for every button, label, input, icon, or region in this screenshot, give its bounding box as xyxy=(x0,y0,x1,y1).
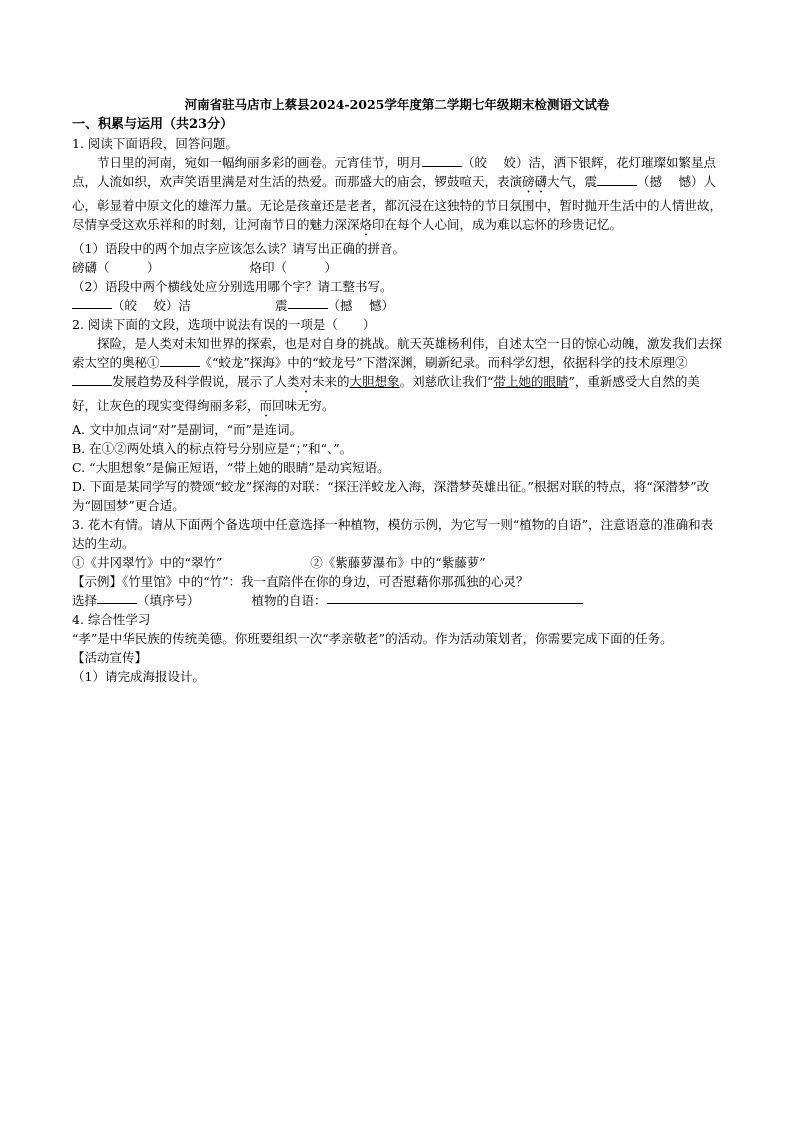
q3-select-blank xyxy=(97,591,137,604)
q4-intro: “孝”是中华民族的传统美德。你班要组织一次“孝亲敬老”的活动。作为活动策划者，你需要完成下面的任务。 xyxy=(72,631,673,646)
q2-passage xyxy=(72,334,722,420)
q2-dotted-word-er: 而 xyxy=(259,398,273,413)
q1-sub1: （1）语段中的两个加点字应该怎么读？请写出正确的拼音。 xyxy=(72,241,405,256)
q3-option-2: ②《紫藤萝瀑布》中的“紫藤萝” xyxy=(310,555,486,570)
q1-sub2-item-b-pre: 震 xyxy=(274,298,288,313)
q1-dotted-word-1: 磅礴 xyxy=(522,174,548,189)
q1-sub2: （2）语段中两个横线处应分别选用哪个字？请工整书写。 xyxy=(72,279,393,294)
q2-passage-g: 回味无穷。 xyxy=(272,398,335,413)
q3-options xyxy=(72,553,722,572)
q1-passage-e: 印在每个人心间，成为难以忘怀的珍贵记忆。 xyxy=(372,217,623,232)
q2-prompt: 2. 阅读下面的文段，选项中说法有误的一项是（ ） xyxy=(72,317,376,332)
section-heading-1: 一、积累与运用（共23分） xyxy=(72,117,234,132)
q2-underlined-1: 大胆想象 xyxy=(349,374,400,389)
q2-option-a: A. 文中加点词“对”是副词，“而”是连词。 xyxy=(72,422,303,437)
q2-passage-e: 。刘慈欣让我们“ xyxy=(399,374,494,389)
q4-prompt: 4. 综合性学习 xyxy=(72,612,151,627)
document-title: 河南省驻马店市上蔡县2024-2025学年度第二学期七年级期末检测语文试卷 xyxy=(184,97,610,112)
q3-self-label: 植物的自语： xyxy=(251,593,327,608)
q3-self-blank xyxy=(327,591,583,604)
q1-passage-c: 大气，震 xyxy=(547,174,598,189)
q2-option-b: B. 在①②两处填入的标点符号分别应是“；”和“、”。 xyxy=(72,441,353,456)
q1-sub2-item-b: （撼 憾） xyxy=(327,298,394,313)
exam-document xyxy=(72,96,722,686)
q1-sub1-item-a: 磅礴（ ） xyxy=(72,260,160,275)
q1-sub1-answers xyxy=(72,258,722,277)
q1-passage-d: （撼 憾）人心，彰显着中原文化的雄浑力量。无论是孩童还是老者，都沉浸在这独特的节日氛围中，暂时抛开生活中的人情世故，尽情享受这欢乐祥和的时刻，让河南节日的魅力深深 xyxy=(72,174,723,232)
q2-blank-1 xyxy=(160,354,200,367)
q3-prompt: 3. 花木有情。请从下面两个备选项中任意选择一种植物，模仿示例，为它写一则“植物的自语”，注意语意的准确和表达的生动。 xyxy=(72,517,714,551)
q1-blank-2 xyxy=(597,173,637,186)
q1-sub2-answers xyxy=(72,296,722,315)
q2-passage-b: 《“蛟龙”探海》中的“蛟龙号”下潜深渊，刷新纪录。而科学幻想，依据科学的技术原理② xyxy=(199,355,688,370)
q1-passage xyxy=(72,153,722,239)
q2-dotted-word-dui: 对 xyxy=(299,374,313,389)
q3-answer-line xyxy=(72,591,722,610)
q2-blank-2 xyxy=(72,373,112,386)
q1-sub2-blank-b xyxy=(288,296,328,309)
q1-prompt: 1. 阅读下面语段，回答问题。 xyxy=(72,136,238,151)
q3-select-label: 选择 xyxy=(72,593,98,608)
q3-example: 【示例】《竹里馆》中的“竹”：我一直陪伴在你的身边，可否慰藉你那孤独的心灵？ xyxy=(72,574,529,589)
q1-sub1-item-b: 烙印（ ） xyxy=(249,260,338,275)
q2-passage-c: 发展趋势及科学假说，展示了人类 xyxy=(112,374,300,389)
q2-passage-d: 未来的 xyxy=(312,374,350,389)
q2-passage-f: ”，重新感受大自然的美好，让灰色的现实变得绚丽多彩， xyxy=(72,374,700,413)
q3-select-hint: （填序号） xyxy=(137,593,200,608)
q2-option-c: C. “大胆想象”是偏正短语，“带上她的眼睛”是动宾短语。 xyxy=(72,460,390,475)
q4-sub1: （1）请完成海报设计。 xyxy=(72,669,205,684)
q1-blank-1 xyxy=(422,154,462,167)
q2-passage-a: 探险，是人类对未知世界的探索，也是对自身的挑战。航天英雄杨利伟，自述太空一日的惊心动魄，激发我们去探索太空的奥秘① xyxy=(72,336,723,370)
q1-passage-b: （皎 姣）洁，洒下银辉，花灯璀璨如繁星点点，人流如织，欢声笑语里满是对生活的热爱。而那盛大的庙会，锣鼓喧天，表演 xyxy=(72,155,716,189)
q3-option-1: ①《井冈翠竹》中的“翠竹” xyxy=(72,555,223,570)
q1-sub2-item-a: （皎 姣）洁 xyxy=(112,298,191,313)
q2-option-d: D. 下面是某同学写的赞颂“蛟龙”探海的对联：“探汪洋蛟龙入海，深潜梦英雄出征。”根据对联的特点，将“深潜梦”改为“圆国梦”更合适。 xyxy=(72,479,710,513)
q1-sub2-blank-a xyxy=(72,296,112,309)
q1-dotted-word-2: 烙 xyxy=(359,217,373,232)
q1-passage-a: 节日里的河南，宛如一幅绚丽多彩的画卷。元宵佳节，明月 xyxy=(97,155,423,170)
q2-underlined-2: 带上她的眼睛 xyxy=(493,374,569,389)
q4-activity-tag: 【活动宣传】 xyxy=(72,650,148,665)
